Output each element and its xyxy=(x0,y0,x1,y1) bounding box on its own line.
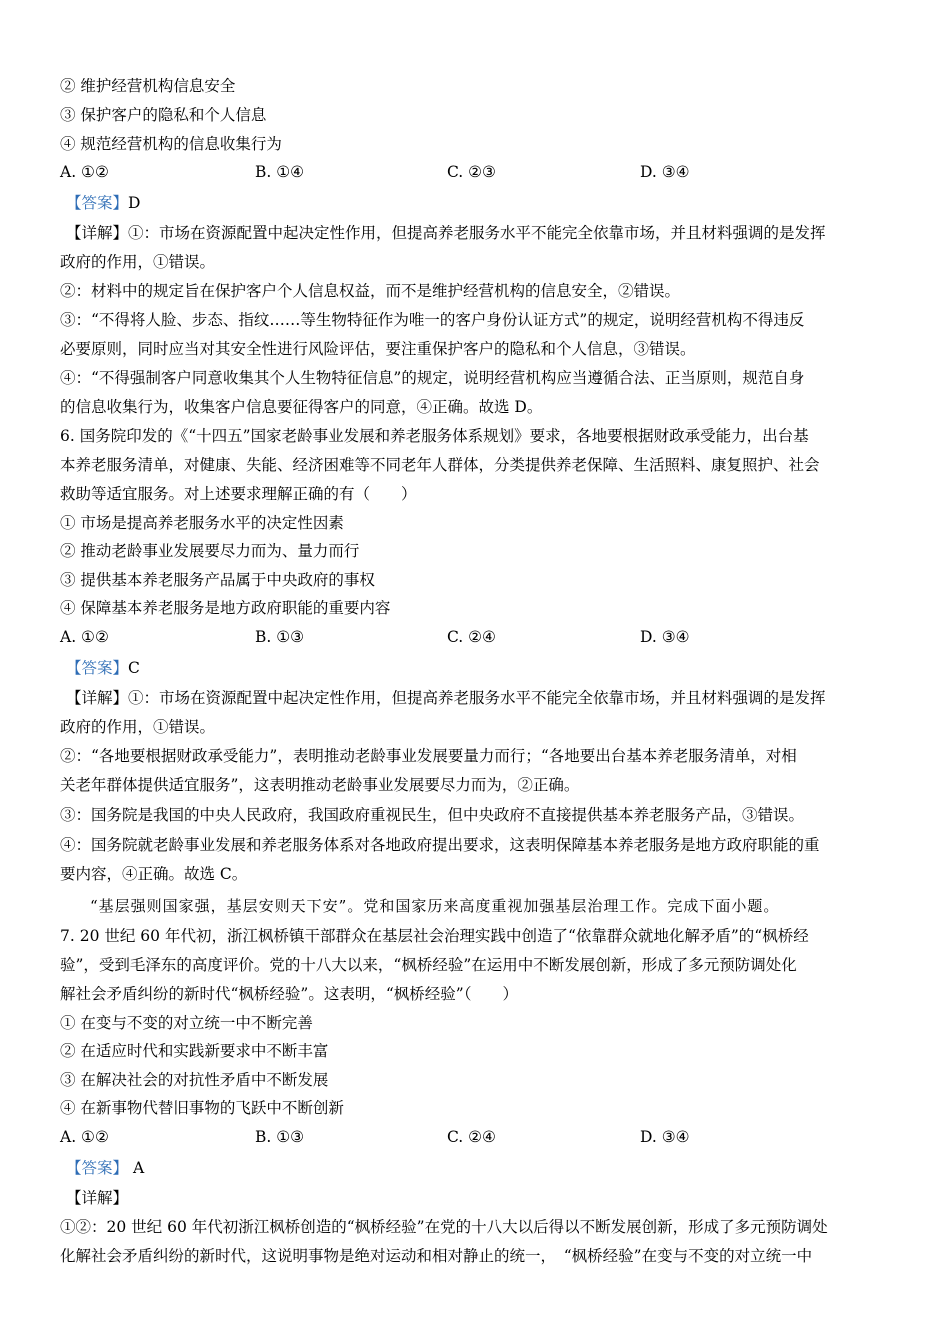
answer-options xyxy=(60,1127,880,1147)
question-stem: 本养老服务清单，对健康、失能、经济困难等不同老年人群体，分类提供养老保障、生活照料、康复照护、社会 xyxy=(60,456,820,474)
option-a: A. ①② xyxy=(60,163,109,181)
choice-item: ④ 规范经营机构的信息收集行为 xyxy=(60,135,282,153)
answer-value: D xyxy=(128,194,141,212)
option-d: D. ③④ xyxy=(640,163,690,181)
detail-line: 必要原则，同时应当对其安全性进行风险评估，要注重保护客户的隐私和个人信息，③错误。 xyxy=(60,340,696,358)
question-stem: 解社会矛盾纠纷的新时代“枫桥经验”。这表明，“枫桥经验”（ ） xyxy=(60,985,518,1003)
question-stem: 7. 20 世纪 60 年代初，浙江枫桥镇干部群众在基层社会治理实践中创造了“依靠群众就地化解矛盾”的“枫桥经 xyxy=(60,927,809,945)
choice-item: ③ 提供基本养老服务产品属于中央政府的事权 xyxy=(60,571,375,589)
detail-line: ②：材料中的规定旨在保护客户个人信息权益，而不是维护经营机构的信息安全，②错误。 xyxy=(60,282,681,300)
choice-item: ② 在适应时代和实践新要求中不断丰富 xyxy=(60,1042,329,1060)
choice-item: ② 推动老龄事业发展要尽力而为、量力而行 xyxy=(60,542,360,560)
choice-item: ④ 保障基本养老服务是地方政府职能的重要内容 xyxy=(60,599,391,617)
detail-line: ④：国务院就老龄事业发展和养老服务体系对各地政府提出要求，这表明保障基本养老服务是地方政府职能的重 xyxy=(60,836,820,854)
option-c: C. ②④ xyxy=(447,628,496,646)
detail-line: 化解社会矛盾纠纷的新时代，这说明事物是绝对运动和相对静止的统一， “枫桥经验”在变与不变的对立统一中 xyxy=(60,1247,813,1265)
option-c: C. ②③ xyxy=(447,163,496,181)
answer-value: C xyxy=(128,659,140,677)
choice-item: ① 在变与不变的对立统一中不断完善 xyxy=(60,1014,313,1032)
choice-item: ④ 在新事物代替旧事物的飞跃中不断创新 xyxy=(60,1099,344,1117)
material-intro: “基层强则国家强，基层安则天下安”。党和国家历来高度重视加强基层治理工作。完成下面小题。 xyxy=(90,897,780,915)
detail-line: ③：“不得将人脸、步态、指纹……等生物特征作为唯一的客户身份认证方式”的规定，说明经营机构不得违反 xyxy=(60,311,805,329)
option-a: A. ①② xyxy=(60,1128,109,1146)
detail-tag: 【详解】 xyxy=(66,224,129,242)
option-d: D. ③④ xyxy=(640,628,690,646)
detail-line: 的信息收集行为，收集客户信息要征得客户的同意，④正确。故选 D。 xyxy=(60,398,543,416)
choice-item: ③ 在解决社会的对抗性矛盾中不断发展 xyxy=(60,1071,329,1089)
option-b: B. ①④ xyxy=(255,163,305,181)
detail-line: ③：国务院是我国的中央人民政府，我国政府重视民生，但中央政府不直接提供基本养老服务产品，③错误。 xyxy=(60,806,805,824)
choice-item: ① 市场是提高养老服务水平的决定性因素 xyxy=(60,514,344,532)
option-c: C. ②④ xyxy=(447,1128,496,1146)
detail-tag: 【详解】 xyxy=(66,689,129,707)
detail-line: ②：“各地要根据财政承受能力”，表明推动老龄事业发展要量力而行；“各地要出台基本养老服务清单，对相 xyxy=(60,747,797,765)
detail-line: 关老年群体提供适宜服务”，这表明推动老龄事业发展要尽力而为，②正确。 xyxy=(60,776,580,794)
option-b: B. ①③ xyxy=(255,628,305,646)
option-a: A. ①② xyxy=(60,628,109,646)
detail-line: 【详解】①：市场在资源配置中起决定性作用，但提高养老服务水平不能完全依靠市场，并且材料强调的是发挥 xyxy=(66,689,826,707)
detail-line: 要内容，④正确。故选 C。 xyxy=(60,865,248,883)
answer-line xyxy=(66,193,140,213)
answer-options xyxy=(60,627,880,647)
question-stem: 救助等适宜服务。对上述要求理解正确的有（ ） xyxy=(60,485,417,503)
answer-line xyxy=(66,658,140,678)
detail-tag: 【详解】 xyxy=(66,1189,129,1207)
choice-item: ③ 保护客户的隐私和个人信息 xyxy=(60,106,267,124)
answer-tag: 【答案】 xyxy=(66,1159,129,1177)
answer-value: A xyxy=(128,1159,145,1177)
answer-options xyxy=(60,162,880,182)
answer-tag: 【答案】 xyxy=(66,194,129,212)
question-stem: 验”，受到毛泽东的高度评价。党的十八大以来，“枫桥经验”在运用中不断发展创新，形成了多元预防调处化 xyxy=(60,956,797,974)
detail-line: ④：“不得强制客户同意收集其个人生物特征信息”的规定，说明经营机构应当遵循合法、正当原则，规范自身 xyxy=(60,369,805,387)
detail-line: ①②：20 世纪 60 年代初浙江枫桥创造的“枫桥经验”在党的十八大以后得以不断发展创新，形成了多元预防调处 xyxy=(60,1218,828,1236)
question-stem: 6. 国务院印发的《“十四五”国家老龄事业发展和养老服务体系规划》要求，各地要根据财政承受能力，出台基 xyxy=(60,427,809,445)
detail-line: 政府的作用，①错误。 xyxy=(60,253,216,271)
detail-line: 【详解】①：市场在资源配置中起决定性作用，但提高养老服务水平不能完全依靠市场，并且材料强调的是发挥 xyxy=(66,224,826,242)
detail-line: 政府的作用，①错误。 xyxy=(60,718,216,736)
choice-item: ② 维护经营机构信息安全 xyxy=(60,77,236,95)
answer-tag: 【答案】 xyxy=(66,659,129,677)
answer-line xyxy=(66,1158,144,1178)
option-d: D. ③④ xyxy=(640,1128,690,1146)
option-b: B. ①③ xyxy=(255,1128,305,1146)
